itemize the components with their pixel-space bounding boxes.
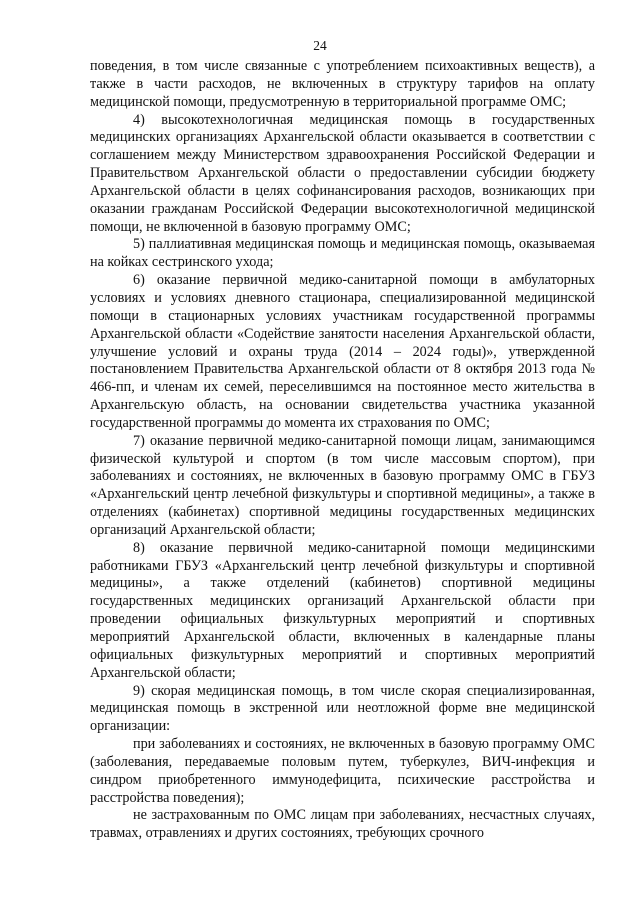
paragraph-item-5: 5) паллиативная медицинская помощь и медицинская помощь, оказываемая на койках сестринского ухода; [90,236,595,271]
paragraph-continued: поведения, в том числе связанные с употреблением психоактивных веществ), а также в части расходов, не включенных в структуру тарифов на оплату медицинской помощи, предусмотренную в территориальной программе ОМС; [90,58,595,110]
paragraph-item-8: 8) оказание первичной медико-санитарной помощи медицинскими работниками ГБУЗ «Архангельский центр лечебной физкультуры и спортивной медицины», а также отделений (кабинетов) спортивной медицины государственных медицинских организаций Архангельской области при проведении официальных физкультурных мероприятий и спортивных мероприятий Архангельской области, включенных в календарные планы официальных физкультурных мероприятий и спортивных мероприятий Архангельской области; [90,539,595,681]
paragraph-item-9-case-2: не застрахованным по ОМС лицам при заболеваниях, несчастных случаях, травмах, отравлениях и других состояниях, требующих срочного [90,807,595,842]
paragraph-item-9: 9) скорая медицинская помощь, в том числе скорая специализированная, медицинская помощь в экстренной или неотложной форме вне медицинской организации: [90,682,595,735]
page-number: 24 [313,38,327,53]
paragraph-item-7: 7) оказание первичной медико-санитарной помощи лицам, занимающимся физической культурой и спортом (в том числе массовым спортом), при заболеваниях и состояниях, не включенных в базовую программу ОМС в ГБУЗ «Архангельский центр лечебной физкультуры и спортивной медицины», а также в отделениях (кабинетах) спортивной медицины государственных медицинских организаций Архангельской области; [90,432,595,538]
document-body [90,58,595,843]
paragraph-item-9-case-1: при заболеваниях и состояниях, не включенных в базовую программу ОМС (заболевания, передаваемые половым путем, туберкулез, ВИЧ-инфекция и синдром приобретенного иммунодефицита, психические расстройства и расстройства поведения); [90,736,595,806]
paragraph-item-4: 4) высокотехнологичная медицинская помощь в государственных медицинских организациях Архангельской области оказывается в соответствии с соглашением между Министерством здравоохранения Российской Федерации и Правительством Архангельской области о предоставлении субсидии бюджету Архангельской области в целях софинансирования расходов, возникающих при оказании гражданам Российской Федерации высокотехнологичной медицинской помощи, не включенной в базовую программу ОМС; [90,111,595,235]
paragraph-item-6: 6) оказание первичной медико-санитарной помощи в амбулаторных условиях и условиях дневного стационара, специализированной медицинской помощи в стационарных условиях участникам государственной программы Архангельской области «Содействие занятости населения Архангельской области, улучшение условий и охраны труда (2014 – 2024 годы)», утвержденной постановлением Правительства Архангельской области от 8 октября 2013 года № 466-пп, и членам их семей, переселившимся на постоянное место жительства в Архангельскую область, на основании свидетельства участника указанной государственной программы до момента их страхования по ОМС; [90,272,595,431]
